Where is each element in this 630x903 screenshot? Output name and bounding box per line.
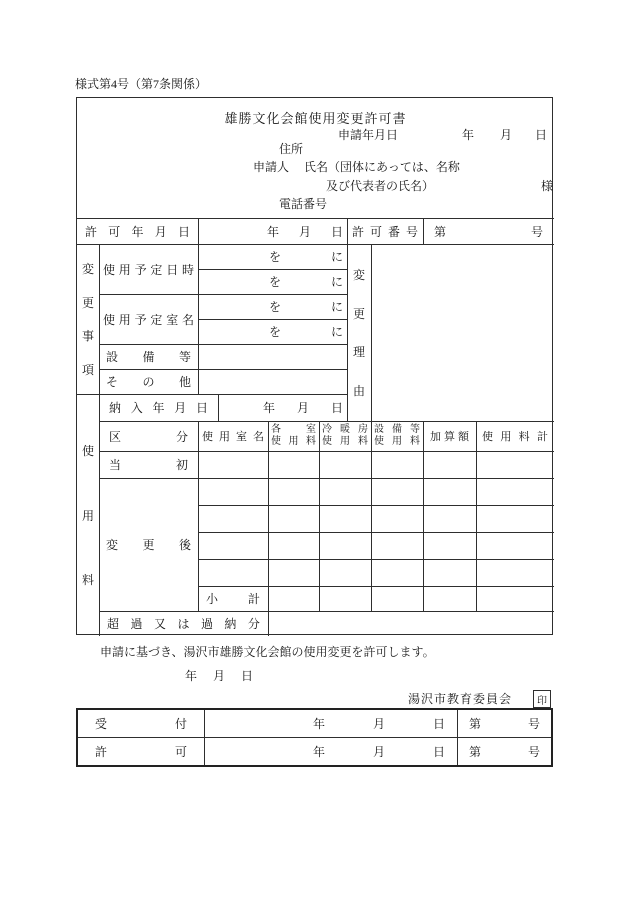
grid-line	[198, 505, 554, 506]
applicant-name-label-line1: 氏名（団体にあっては、名称	[304, 160, 460, 174]
permit-row-label: 許 可	[78, 738, 205, 765]
permit-number-cell	[423, 218, 554, 244]
scheduled-datetime-label: 使 用 予 定 日 時	[103, 262, 194, 277]
receipt-table	[76, 708, 553, 767]
day-label: 日	[432, 717, 445, 731]
permit-row	[78, 738, 551, 765]
seal-box	[533, 690, 551, 708]
fee-header-category: 区 分	[109, 429, 188, 444]
fee-row-excess-label: 超 過 又 は 過 納 分	[107, 617, 260, 631]
scheduled-room-label: 使 用 予 定 室 名	[103, 312, 194, 327]
month-label: 月	[500, 128, 513, 142]
change-from-to-cell	[198, 319, 347, 344]
fee-header-hvac-fee-line2: 使 用 料	[322, 436, 368, 447]
receipt-number-cell	[458, 710, 551, 737]
month-label: 月	[296, 401, 309, 415]
permit-number-cell	[458, 738, 551, 765]
fee-header-equip-fee-line2: 使 用 料	[374, 436, 420, 447]
change-to-label: に	[330, 325, 343, 339]
payment-date-cell	[218, 394, 347, 421]
change-from-to-cell	[198, 294, 347, 319]
number-prefix-label: 第	[469, 745, 482, 759]
change-reason-side-label: 変 更 理 由	[352, 267, 365, 399]
fee-header-room-name: 使 用 室 名	[202, 431, 264, 443]
month-label: 月	[213, 669, 226, 683]
fee-header-room-fee-line1: 各 室	[271, 424, 316, 435]
day-label: 日	[330, 401, 343, 415]
permit-number-label: 許 可 番 号	[352, 224, 418, 239]
change-to-label: に	[330, 300, 343, 314]
year-label: 年	[262, 401, 275, 415]
change-from-to-cell	[198, 269, 347, 294]
change-to-label: に	[330, 275, 343, 289]
address-label: 住所	[279, 142, 304, 156]
approval-sentence: 申請に基づき、湯沢市雄勝文化会館の使用変更を許可します。	[100, 645, 435, 659]
number-suffix-label: 号	[530, 224, 543, 239]
grid-line	[268, 421, 269, 636]
doc-title: 雄勝文化会館使用変更許可書	[224, 111, 407, 126]
fee-header-equip-fee	[371, 421, 423, 451]
number-prefix-label: 第	[434, 224, 447, 239]
fee-header-hvac-fee	[319, 421, 371, 451]
change-from-label: を	[268, 250, 281, 264]
day-label: 日	[535, 128, 548, 142]
main-permit-table	[76, 97, 553, 635]
payment-date-label: 納 入 年 月 日	[109, 401, 208, 415]
fee-header-equip-fee-line1: 設 備 等	[374, 424, 420, 435]
change-to-label: に	[330, 250, 343, 264]
year-label: 年	[462, 128, 475, 142]
fee-row-subtotal-label: 小 計	[206, 592, 260, 606]
fee-header-hvac-fee-line1: 冷 暖 房	[322, 424, 368, 435]
equipment-label: 設 備 等	[106, 350, 191, 364]
change-from-label: を	[268, 325, 281, 339]
month-label: 月	[372, 745, 385, 759]
seal-label: 印	[537, 695, 547, 707]
month-label: 月	[372, 717, 385, 731]
year-label: 年	[266, 224, 279, 239]
change-from-label: を	[268, 275, 281, 289]
change-from-to-cell	[198, 244, 347, 269]
number-prefix-label: 第	[469, 717, 482, 731]
receipt-date-cell	[205, 710, 458, 737]
month-label: 月	[298, 224, 311, 239]
committee-name: 湯沢市教育委員会	[408, 692, 513, 706]
year-label: 年	[312, 717, 325, 731]
permit-date-cell	[205, 738, 458, 765]
fee-header-total: 使 用 料 計	[482, 431, 548, 443]
change-from-label: を	[268, 300, 281, 314]
phone-label: 電話番号	[279, 197, 328, 211]
day-label: 日	[241, 669, 254, 683]
other-label: そ の 他	[106, 375, 191, 389]
fee-row-after-change-label: 変 更 後	[106, 538, 191, 552]
year-label: 年	[312, 745, 325, 759]
approval-date	[185, 669, 253, 683]
applicant-name-label-line2: 及び代表者の氏名）	[326, 179, 435, 193]
fee-header-surcharge: 加 算 額	[430, 431, 469, 443]
fee-header-room-fee-line2: 使 用 料	[271, 436, 316, 447]
permit-date-cell	[198, 218, 347, 244]
honorific-label: 様	[541, 179, 554, 193]
day-label: 日	[330, 224, 343, 239]
fee-row-initial-label: 当 初	[109, 458, 188, 472]
fee-header-room-fee	[268, 421, 319, 451]
application-date-label: 申請年月日	[338, 128, 399, 142]
year-label: 年	[185, 669, 198, 683]
change-items-side-label: 変 更 事 項	[81, 262, 94, 377]
fee-side-label: 使 用 料	[81, 443, 94, 588]
day-label: 日	[432, 745, 445, 759]
number-suffix-label: 号	[527, 717, 540, 731]
number-suffix-label: 号	[527, 745, 540, 759]
receipt-row-label: 受 付	[78, 710, 205, 737]
form-number-label: 様式第4号（第7条関係）	[75, 77, 208, 91]
grid-line	[198, 532, 554, 533]
receipt-row	[78, 710, 551, 738]
permit-date-label: 許 可 年 月 日	[85, 224, 190, 239]
grid-line	[198, 559, 554, 560]
applicant-label: 申請人	[253, 160, 290, 174]
